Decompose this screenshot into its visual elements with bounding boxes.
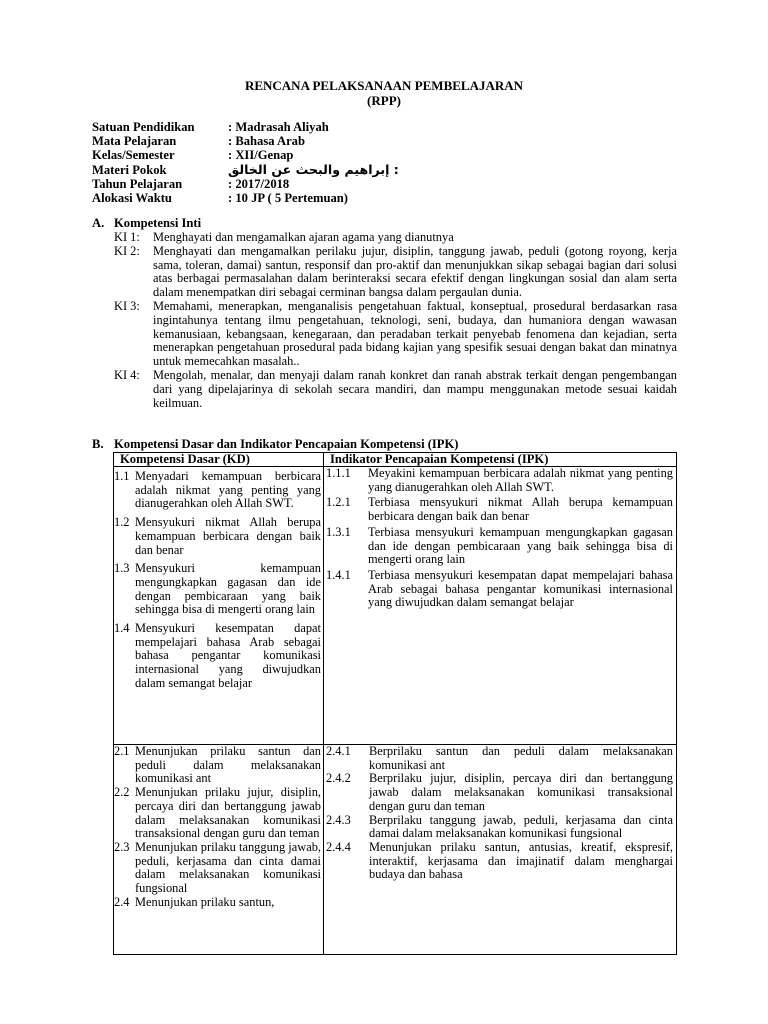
item-number: 2.4.1: [326, 744, 351, 758]
meta-label: Tahun Pelajaran: [92, 176, 183, 191]
ki-number: KI 2:: [114, 243, 140, 258]
ki-item: [114, 231, 677, 245]
item-number: 2.4.2: [326, 771, 351, 786]
table-row: [114, 467, 677, 745]
meta-row-satuan: [92, 120, 399, 134]
ki-item: [114, 369, 677, 410]
meta-row-materi: [92, 163, 399, 177]
meta-label: Mata Pelajaran: [92, 134, 177, 149]
meta-row-tahun: [92, 177, 399, 191]
item-text: Mensyukuri kemampuan mengungkapkan gagasan dan ide dengan pembicaraan yang baik sehingga bisa di mengerti orang lain: [135, 561, 321, 617]
list-item: [326, 526, 676, 567]
list-item: [326, 772, 676, 813]
meta-value: : XII/Genap: [228, 148, 294, 163]
list-item: [114, 516, 323, 557]
item-text: Menunjukan prilaku jujur, disiplin, percaya diri dan bertanggung jawab dalam melaksanakan komunikasi transaksional dengan guru dan teman: [135, 785, 321, 841]
list-item: [114, 786, 323, 841]
item-number: 2.4.4: [326, 839, 351, 854]
ki-text: Mengolah, menalar, dan menyaji dalam ranah konkret dan ranah abstrak terkait dengan pengembangan dari yang dipelajarinya di sekolah secara mandiri, dan mampu menggunakan metode sesuai kaidah keilmuan.: [153, 367, 677, 410]
meta-row-mapel: [92, 134, 399, 148]
item-number: 1.1: [114, 469, 130, 483]
list-item: [114, 622, 323, 691]
ki-item: [114, 245, 677, 300]
item-text: Terbiasa mensyukuri kesempatan dapat mempelajari bahasa Arab sebagai bahasa pengantar komunikasi internasional yang diwujudkan dalam semangat belajar: [368, 567, 673, 610]
list-item: [326, 496, 676, 523]
list-item: [114, 470, 323, 511]
item-number: 1.4.1: [326, 567, 351, 582]
list-item: [114, 896, 323, 910]
item-text: Meyakini kemampuan berbicara adalah nikmat yang penting yang dianugerahkan oleh Allah SWT.: [368, 466, 673, 494]
document-title: RENCANA PELAKSANAAN PEMBELAJARAN: [244, 78, 524, 93]
list-item: [326, 745, 676, 772]
list-item: [326, 841, 676, 882]
ki-number: KI 4:: [114, 367, 140, 382]
section-title: Kompetensi Inti: [114, 216, 202, 230]
meta-value: : Bahasa Arab: [228, 134, 305, 149]
identity-block: [92, 120, 399, 205]
section-b-heading: [92, 437, 459, 452]
section-number: A.: [92, 216, 105, 230]
item-text: Mensyukuri nikmat Allah berupa kemampuan berbicara dengan baik dan benar: [135, 515, 321, 557]
item-text: Terbiasa mensyukuri kemampuan mengungkapkan gagasan dan ide dengan pembicaraan yang baik sehingga bisa di mengerti orang lain: [368, 524, 673, 567]
table-header-row: [114, 453, 677, 467]
item-number: 2.4: [114, 894, 130, 909]
item-text: Mensyukuri kesempatan dapat mempelajari bahasa Arab sebagai bahasa pengantar komunikasi internasional yang diwujudkan dalam semangat belajar: [135, 621, 321, 690]
ki-item: [114, 300, 677, 369]
section-a-heading: [92, 216, 201, 231]
meta-row-alokasi: [92, 191, 399, 205]
item-number: 1.1.1: [326, 466, 351, 480]
item-text: Terbiasa mensyukuri nikmat Allah berupa kemampuan berbicara dengan baik dan benar: [368, 495, 673, 524]
column-header-ipk: Indikator Pencapaian Kompetensi (IPK): [324, 453, 677, 467]
list-item: [114, 841, 323, 896]
meta-row-kelas: [92, 148, 399, 162]
section-title: Kompetensi Dasar dan Indikator Pencapaian Kompetensi (IPK): [114, 437, 459, 451]
ki-text: Menghayati dan mengamalkan ajaran agama yang dianutnya: [153, 230, 454, 244]
meta-label: Alokasi Waktu: [92, 190, 172, 205]
section-number: B.: [92, 437, 104, 451]
item-number: 2.2: [114, 785, 130, 800]
item-text: Menunjukan prilaku santun, antusias, kreatif, ekspresif, interaktif, kerjasama dan imajinatif dalam menghargai budaya dan bahasa: [369, 839, 673, 882]
item-number: 2.3: [114, 839, 130, 854]
item-number: 1.2: [114, 515, 130, 530]
column-header-kd: Kompetensi Dasar (KD): [114, 453, 324, 467]
meta-label: Satuan Pendidikan: [92, 120, 195, 134]
meta-value-arabic: : إبراهيم والبحث عن الخالق: [228, 161, 399, 177]
table-row: [114, 745, 677, 955]
item-number: 2.4.3: [326, 812, 351, 827]
item-number: 1.2.1: [326, 495, 351, 510]
ki-number: KI 3:: [114, 298, 140, 313]
item-text: Menunjukan prilaku santun dan peduli dalam melaksanakan komunikasi ant: [135, 745, 321, 786]
ki-text: Memahami, menerapkan, menganalisis pengetahuan faktual, konseptual, prosedural berdasarkan rasa ingintahunya tentang ilmu pengetahuan, teknologi, seni, budaya, dan humaniora dengan wawasan kemanusiaan, kebangsaan, kenegaraan, dan peradaban terkait penyebab fenomena dan kejadian, serta menerapkan pengetahuan prosedural pada bidang kajian yang spesifik sesuai dengan bakat dan minatnya untuk memecahkan masalah..: [153, 298, 677, 369]
kd-cell: [114, 467, 324, 745]
list-item: [326, 467, 676, 494]
list-item: [114, 562, 323, 617]
item-text: Berprilaku santun dan peduli dalam melaksanakan komunikasi ant: [369, 744, 673, 772]
item-number: 1.4: [114, 621, 130, 636]
meta-value: : 10 JP ( 5 Pertemuan): [228, 190, 348, 205]
item-text: Berprilaku jujur, disiplin, percaya diri dan bertanggung jawab dalam melaksanakan komunikasi transaksional dengan guru dan teman: [369, 771, 673, 813]
ipk-cell: [324, 745, 677, 955]
item-number: 1.3: [114, 561, 130, 576]
meta-label: Materi Pokok: [92, 162, 167, 177]
item-number: 1.3.1: [326, 524, 351, 539]
meta-value: : Madrasah Aliyah: [228, 120, 329, 134]
item-text: Menunjukan prilaku santun,: [135, 894, 275, 909]
list-item: [114, 745, 323, 786]
kompetensi-inti-list: [114, 231, 677, 410]
ki-number: KI 1:: [114, 230, 140, 244]
list-item: [326, 814, 676, 841]
kd-cell: [114, 745, 324, 955]
meta-label: Kelas/Semester: [92, 148, 175, 163]
meta-value: : 2017/2018: [228, 176, 290, 191]
list-item: [326, 569, 676, 610]
item-text: Berprilaku tanggung jawab, peduli, kerjasama dan cinta damai dalam melaksanakan komunikasi fungsional: [369, 812, 673, 841]
item-text: Menunjukan prilaku tanggung jawab, peduli, kerjasama dan cinta damai dalam melaksanakan komunikasi fungsional: [135, 839, 321, 896]
kd-ipk-table: [113, 452, 677, 955]
document-subtitle: (RPP): [367, 93, 401, 108]
item-number: 2.1: [114, 745, 130, 758]
ipk-cell: [324, 467, 677, 745]
item-text: Menyadari kemampuan berbicara adalah nikmat yang penting yang dianugerahkan oleh Allah SWT.: [135, 469, 321, 511]
ki-text: Menghayati dan mengamalkan perilaku jujur, disiplin, tanggung jawab, peduli (gotong royong, kerja sama, toleran, damai) santun, responsif dan pro-aktif dan menunjukkan sikap sebagai bagian dari solusi atas berbagai permasalahan dalam berinteraksi secara efektif dengan lingkungan sosial dan alam serta dalam menempatkan diri sebagai cerminan bangsa dalam pergaulan dunia.: [153, 243, 677, 300]
